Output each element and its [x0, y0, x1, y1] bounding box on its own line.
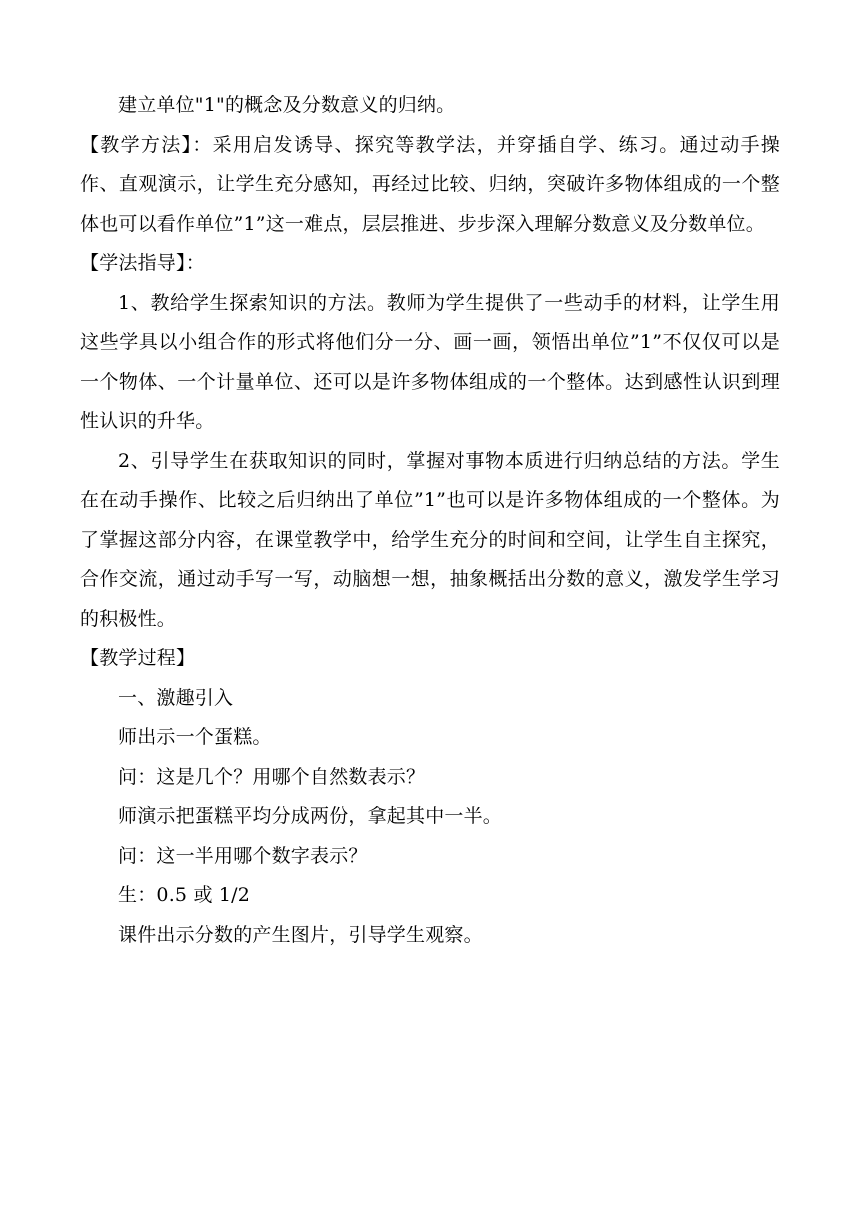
- intro-text: 建立单位"1"的概念及分数意义的归纳。: [118, 94, 456, 116]
- process-line-text: 问：这是几个？用哪个自然数表示？: [118, 765, 426, 788]
- process-line: [80, 758, 780, 798]
- guidance-item-text: 1、教给学生探索知识的方法。教师为学生提供了一些动手的材料，让学生用这些学具以小组合作的形式将他们分一分、画一画，领悟出单位”1”不仅仅可以是一个物体、一个计量单位、还可以是许多物体组成的一个整体。达到感性认识到理性认识的升华。: [80, 291, 780, 432]
- method-heading: 【教学方法】: [80, 133, 193, 156]
- process-line: [80, 916, 780, 956]
- process-line: [80, 876, 780, 916]
- process-line: [80, 837, 780, 877]
- process-heading: 【教学过程】: [80, 647, 196, 669]
- process-line-text: 课件出示分数的产生图片，引导学生观察。: [118, 923, 483, 946]
- process-line-text: 师演示把蛋糕平均分成两份，拿起其中一半。: [118, 805, 503, 827]
- method-text: ：采用启发诱导、探究等教学法，并穿插自学、练习。通过动手操作、直观演示，让学生充分感知，再经过比较、归纳，突破许多物体组成的一个整体也可以看作单位”1”这一难点，层层推进、步步深入理解分数意义及分数单位。: [80, 133, 780, 235]
- process-line-text: 问：这一半用哪个数字表示？: [118, 844, 368, 867]
- guidance-item-text: 2、引导学生在获取知识的同时，掌握对事物本质进行归纳总结的方法。学生在在动手操作、比较之后归纳出了单位”1”也可以是许多物体组成的一个整体。为了掌握这部分内容，在课堂教学中，给学生充分的时间和空间，让学生自主探究，合作交流，通过动手写一写，动脑想一想，抽象概括出分数的意义，激发学生学习的积极性。: [80, 449, 780, 630]
- guidance-item-1: [80, 284, 780, 442]
- intro-paragraph: [80, 86, 780, 126]
- guidance-item-2: [80, 442, 780, 640]
- process-line-text: 师出示一个蛋糕。: [118, 726, 272, 748]
- process-line-text: 一、激趣引入: [118, 686, 234, 709]
- process-line-text: 生：0.5 或 1/2: [118, 884, 251, 906]
- process-line: [80, 718, 780, 758]
- process-line: [80, 797, 780, 837]
- method-paragraph: [80, 126, 780, 245]
- process-heading-line: [80, 639, 780, 679]
- document-body: [80, 86, 780, 955]
- guidance-heading-line: [80, 244, 780, 284]
- guidance-heading-suffix: ：: [185, 252, 205, 274]
- guidance-heading: 【学法指导】: [80, 252, 186, 274]
- process-line: [80, 679, 780, 719]
